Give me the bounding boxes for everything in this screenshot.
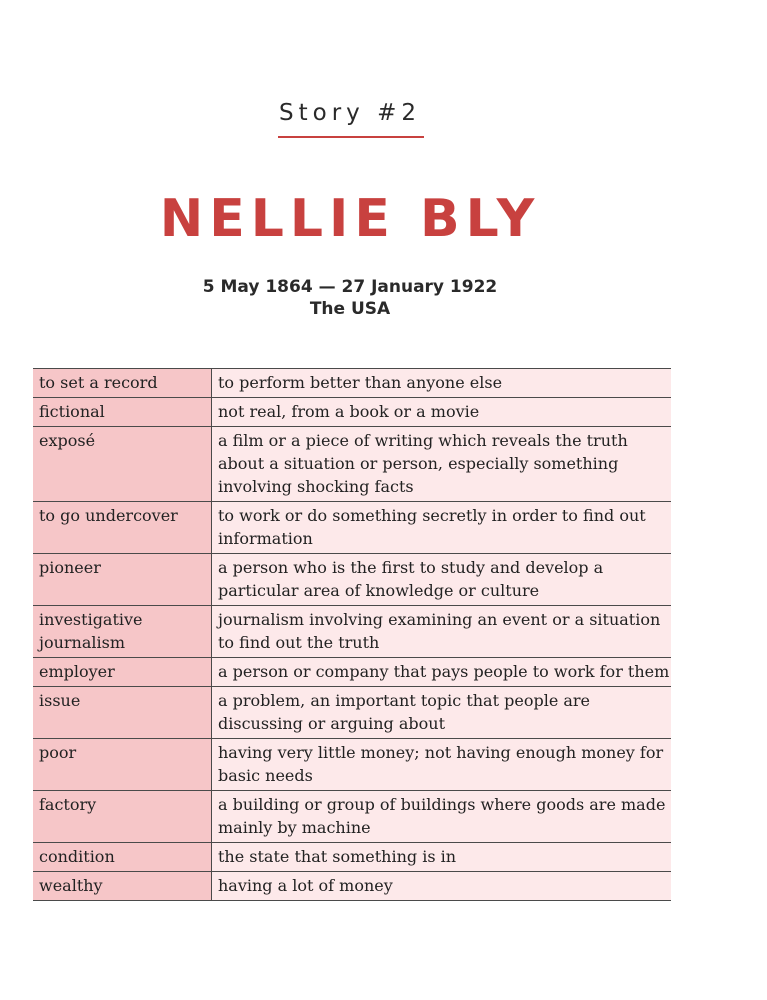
story-underline xyxy=(278,136,424,138)
glossary-definition: a person who is the first to study and develop a particular area of knowledge or culture xyxy=(212,554,672,606)
life-dates: 5 May 1864 — 27 January 1922 xyxy=(202,277,498,297)
glossary-term: fictional xyxy=(33,398,212,427)
glossary-definition: a film or a piece of writing which reveals the truth about a situation or person, especially something involving shocking facts xyxy=(212,427,672,502)
country: The USA xyxy=(309,299,391,319)
glossary-term: factory xyxy=(33,791,212,843)
glossary-definition: a building or group of buildings where goods are made mainly by machine xyxy=(212,791,672,843)
glossary-row xyxy=(33,843,671,872)
glossary-row xyxy=(33,554,671,606)
glossary-term: pioneer xyxy=(33,554,212,606)
glossary-term: employer xyxy=(33,658,212,687)
glossary-term: poor xyxy=(33,739,212,791)
glossary-definition: having a lot of money xyxy=(212,872,672,901)
glossary-row xyxy=(33,398,671,427)
glossary-term: to set a record xyxy=(33,369,212,398)
glossary-row xyxy=(33,872,671,901)
glossary-row xyxy=(33,687,671,739)
glossary-row xyxy=(33,658,671,687)
glossary-term: exposé xyxy=(33,427,212,502)
glossary-definition: a problem, an important topic that people are discussing or arguing about xyxy=(212,687,672,739)
glossary-definition: a person or company that pays people to work for them xyxy=(212,658,672,687)
glossary-row xyxy=(33,427,671,502)
glossary-row xyxy=(33,502,671,554)
glossary-term: to go undercover xyxy=(33,502,212,554)
glossary-row xyxy=(33,369,671,398)
page-title: NELLIE BLY xyxy=(159,189,541,249)
glossary-term: issue xyxy=(33,687,212,739)
life-dates-block xyxy=(0,276,700,320)
glossary-term: wealthy xyxy=(33,872,212,901)
glossary-definition: journalism involving examining an event or a situation to find out the truth xyxy=(212,606,672,658)
glossary-row xyxy=(33,791,671,843)
glossary-row xyxy=(33,606,671,658)
glossary-definition: having very little money; not having enough money for basic needs xyxy=(212,739,672,791)
glossary-definition: the state that something is in xyxy=(212,843,672,872)
glossary-definition: not real, from a book or a movie xyxy=(212,398,672,427)
glossary-definition: to work or do something secretly in order to find out information xyxy=(212,502,672,554)
glossary-definition: to perform better than anyone else xyxy=(212,369,672,398)
glossary-row xyxy=(33,739,671,791)
glossary-term: investigative journalism xyxy=(33,606,212,658)
glossary-term: condition xyxy=(33,843,212,872)
glossary-table xyxy=(33,368,671,901)
story-label: Story #2 xyxy=(279,100,421,126)
